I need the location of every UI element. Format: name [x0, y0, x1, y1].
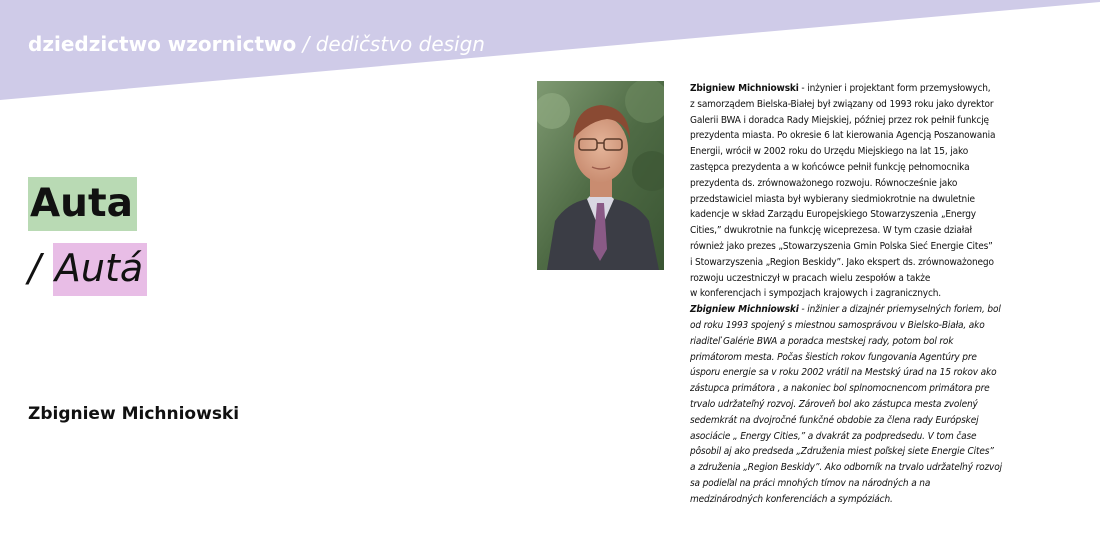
biography-text: i Stowarzyszenia „Region Beskidy”. Jako ekspert ds. zrównoważonego [690, 256, 994, 268]
biography-line [690, 365, 1035, 381]
heading-sk [28, 246, 147, 290]
biography-line [690, 492, 1035, 508]
author-portrait-photo [537, 81, 664, 270]
biography-line [690, 113, 1035, 129]
biography-text: Cities,” dwukrotnie na funkcję wiceprezesa. W tym czasie działał [690, 225, 972, 237]
biography-line [690, 302, 1035, 318]
biography-line [690, 81, 1035, 97]
biography-text: - inžinier a dizajnér priemyselných foriem, bol [798, 304, 1001, 316]
biography-text: prezydenta ds. zrównoważonego rozwoju. Równocześnie jako [690, 177, 958, 189]
biography-line [690, 223, 1035, 239]
biography-line [690, 97, 1035, 113]
biography-line [690, 271, 1035, 287]
biography-line [690, 429, 1035, 445]
biography-text: zástupca primátora , a nakoniec bol splnomocnencom primátora pre [690, 383, 990, 395]
banner-title [28, 32, 485, 56]
biography-text: medzinárodných konferenciách a sympóziách. [690, 493, 893, 505]
biography-line [690, 207, 1035, 223]
biography-line [690, 318, 1035, 334]
biography-text: również jako prezes „Stowarzyszenia Gmin Polska Sieć Energie Cites” [690, 240, 993, 252]
biography-sk [690, 302, 1035, 507]
biography-line [690, 255, 1035, 271]
biography-line [690, 176, 1035, 192]
biography-text: primátorom mesta. Počas šiestich rokov fungovania Agentúry pre [690, 351, 977, 363]
biography-line [690, 460, 1035, 476]
biography-text: rozwoju uczestniczył w pracach wielu zespołów a także [690, 272, 931, 284]
biography-line [690, 397, 1035, 413]
biography-line [690, 444, 1035, 460]
biography-text: z samorządem Bielska-Białej był związany od 1993 roku jako dyrektor [690, 98, 994, 110]
biography-text: riaditeľ Galérie BWA a poradca mestskej rady, potom bol rok [690, 335, 954, 347]
banner-title-sk: dedičstvo design [315, 32, 485, 56]
biography-text: pôsobil aj ako predseda „Združenia miest poľskej siete Energie Cites” [690, 446, 994, 458]
biography-line [690, 160, 1035, 176]
biography-line [690, 334, 1035, 350]
heading-slash: / [28, 246, 53, 290]
author-name: Zbigniew Michniowski [28, 404, 240, 424]
biography-line [690, 144, 1035, 160]
biography-line [690, 413, 1035, 429]
biography-text: asociácie „ Energy Cities,” a dvakrát za podpredsedu. V tom čase [690, 430, 977, 442]
biography-text: - inżynier i projektant form przemysłowych, [798, 83, 991, 94]
biography-name: Zbigniew Michniowski [690, 304, 799, 316]
biography-text: Galerii BWA i doradca Rady Miejskiej, później przez rok pełnił funkcję [690, 114, 989, 126]
banner-separator: / [296, 32, 316, 56]
biography-text: Energii, wrócił w 2002 roku do Urzędu Miejskiego na lat 15, jako [690, 146, 969, 158]
biography-line [690, 286, 1035, 302]
biography-line [690, 128, 1035, 144]
biography-line [690, 239, 1035, 255]
biography-text: úsporu energie sa v roku 2002 vrátil na Mestský úrad na 15 rokov ako [690, 367, 997, 379]
biography [690, 81, 1035, 508]
biography-text: trvalo udržateľný rozvoj. Zároveň bol ako zástupca mesta zvolený [690, 398, 978, 410]
biography-line [690, 192, 1035, 208]
biography-line [690, 350, 1035, 366]
heading-pl-text: Auta [28, 177, 137, 231]
biography-text: od roku 1993 spojený s miestnou samosprávou v Bielsko-Biała, ako [690, 319, 985, 331]
biography-text: w konferencjach i sympozjach krajowych i zagranicznych. [690, 288, 942, 300]
biography-line [690, 476, 1035, 492]
biography-line [690, 381, 1035, 397]
banner-title-pl: dziedzictwo wzornictwo [28, 32, 297, 56]
biography-pl [690, 81, 1035, 302]
biography-text: kadencje w skład Zarządu Europejskiego Stowarzyszenia „Energy [690, 209, 976, 221]
biography-text: sedemkrát na dvojročné funkčné obdobie za člena rady Európskej [690, 414, 979, 426]
heading-sk-text: Autá [53, 243, 147, 296]
biography-text: zastępca prezydenta a w końcówce pełnił funkcję pełnomocnika [690, 161, 970, 173]
biography-name: Zbigniew Michniowski [690, 83, 799, 94]
heading-pl [28, 181, 137, 226]
biography-text: sa podieľal na práci mnohých tímov na národných a na [690, 477, 931, 489]
biography-text: a združenia „Region Beskidy”. Ako odborník na trvalo udržateľný rozvoj [690, 462, 1002, 474]
biography-text: prezydenta miasta. Po okresie 6 lat kierowania Agencją Poszanowania [690, 130, 996, 142]
biography-text: przedstawiciel miasta był wybierany siedmiokrotnie na dwuletnie [690, 193, 975, 205]
